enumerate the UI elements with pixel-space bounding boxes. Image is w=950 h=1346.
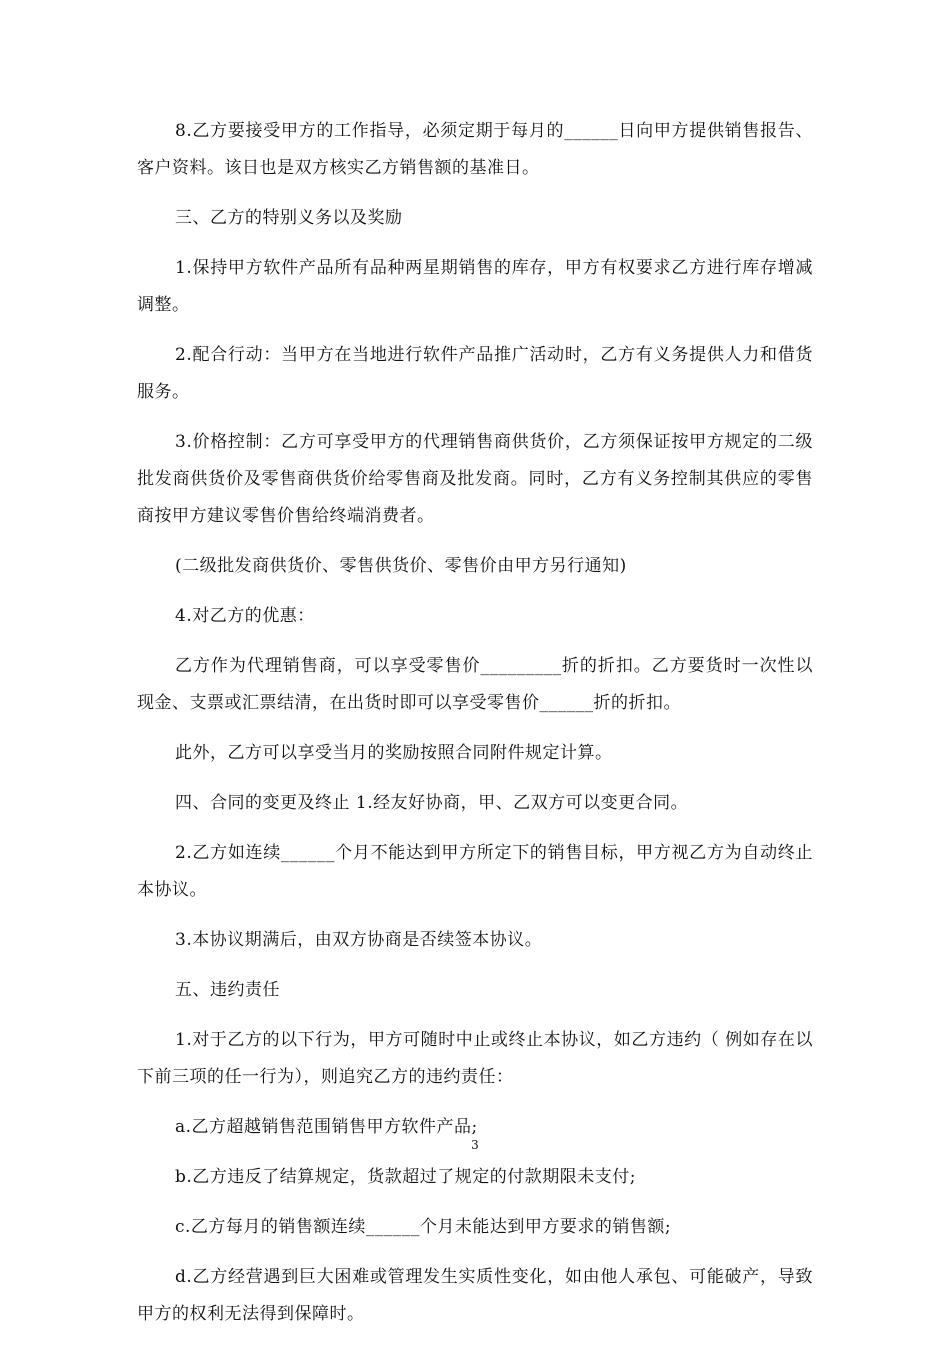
- list-item: a.乙方超越销售范围销售甲方软件产品;: [175, 1117, 478, 1137]
- clause-note: (二级批发商供货价、零售供货价、零售价由甲方另行通知): [175, 556, 627, 576]
- clause-paragraph: 1.对于乙方的以下行为，甲方可随时中止或终止本协议，如乙方违约（ 例如存在以下前三项的任一行为），则追究乙方的违约责任：: [137, 1030, 813, 1087]
- list-item: d.乙方经营遇到巨大困难或管理发生实质性变化，如由他人承包、可能破产，导致甲方的权利无法得到保障时。: [137, 1267, 813, 1324]
- list-item: c.乙方每月的销售额连续______个月未能达到甲方要求的销售额;: [175, 1217, 672, 1237]
- clause-paragraph: 3.本协议期满后，由双方协商是否续签本协议。: [175, 930, 543, 950]
- section-heading: 五、违约责任: [175, 980, 280, 1000]
- clause-paragraph: 8.乙方要接受甲方的工作指导，必须定期于每月的______日向甲方提供销售报告、客户资料。该日也是双方核实乙方销售额的基准日。: [137, 121, 813, 178]
- clause-paragraph: 此外，乙方可以享受当月的奖励按照合同附件规定计算。: [175, 743, 613, 763]
- section-heading: 四、合同的变更及终止 1.经友好协商，甲、乙双方可以变更合同。: [175, 793, 689, 813]
- clause-paragraph: 4.对乙方的优惠：: [175, 606, 315, 626]
- section-heading: 三、乙方的特别义务以及奖励: [175, 208, 403, 228]
- page-number: 3: [471, 1138, 479, 1152]
- document-body: [137, 113, 813, 1346]
- clause-paragraph: 1.保持甲方软件产品所有品种两星期销售的库存，甲方有权要求乙方进行库存增减调整。: [137, 258, 813, 315]
- clause-paragraph: 2.乙方如连续______个月不能达到甲方所定下的销售目标，甲方视乙方为自动终止本协议。: [137, 843, 813, 900]
- clause-paragraph: 3.价格控制：乙方可享受甲方的代理销售商供货价，乙方须保证按甲方规定的二级批发商供货价及零售商供货价给零售商及批发商。同时，乙方有义务控制其供应的零售商按甲方建议零售价售给终端消费者。: [137, 432, 813, 526]
- list-item: b.乙方违反了结算规定，货款超过了规定的付款期限未支付;: [175, 1167, 637, 1187]
- clause-paragraph: 乙方作为代理销售商，可以享受零售价_________折的折扣。乙方要货时一次性以现金、支票或汇票结清，在出货时即可以享受零售价______折的折扣。: [137, 656, 813, 713]
- clause-paragraph: 2.配合行动：当甲方在当地进行软件产品推广活动时，乙方有义务提供人力和借货服务。: [137, 345, 813, 402]
